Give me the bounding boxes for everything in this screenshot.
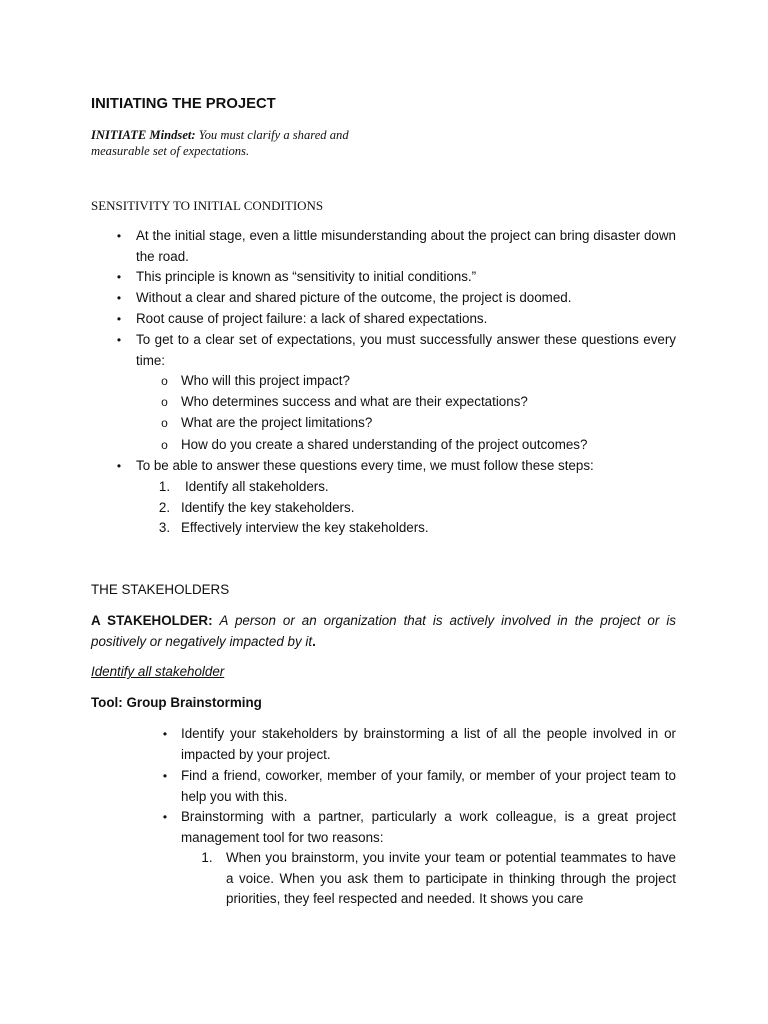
- subheading-identify-stakeholders: Identify all stakeholder: [91, 664, 225, 679]
- step-number: 2.: [158, 500, 171, 515]
- list-item: To be able to answer these questions every time, we must follow these steps:: [136, 458, 594, 473]
- bullet-marker: •: [162, 810, 168, 824]
- list-item: Find a friend, coworker, member of your family, or member of your project team to help you with this.: [181, 768, 676, 804]
- section-heading-stakeholders: THE STAKEHOLDERS: [91, 582, 230, 597]
- bullet-marker: •: [116, 459, 122, 473]
- sub-bullet-marker: o: [161, 395, 168, 409]
- stakeholder-definition: [91, 611, 676, 652]
- sub-list-item: What are the project limitations?: [181, 415, 373, 430]
- tool-heading: Tool: Group Brainstorming: [91, 695, 262, 710]
- list-item: This principle is known as “sensitivity to initial conditions.”: [136, 269, 477, 284]
- step-number: 1.: [158, 479, 171, 494]
- sub-bullet-marker: o: [161, 416, 168, 430]
- step-item: Identify the key stakeholders.: [181, 500, 355, 515]
- reason-item: When you brainstorm, you invite your team or potential teammates to have a voice. When you ask them to participate in thinking through the project priorities, they feel respected and needed. It shows you care: [226, 850, 676, 906]
- sub-list-item: Who determines success and what are their expectations?: [181, 394, 528, 409]
- list-item: At the initial stage, even a little misunderstanding about the project can bring disaster down the road.: [136, 228, 676, 264]
- list-item: Without a clear and shared picture of the outcome, the project is doomed.: [136, 290, 572, 305]
- bullet-marker: •: [116, 291, 122, 305]
- list-item: To get to a clear set of expectations, you must successfully answer these questions every time:: [136, 332, 676, 368]
- definition-period: .: [312, 633, 316, 649]
- bullet-marker: •: [116, 312, 122, 326]
- sub-bullet-marker: o: [161, 438, 168, 452]
- bullet-marker: •: [162, 769, 168, 783]
- bullet-marker: •: [116, 229, 122, 243]
- step-number: 3.: [158, 520, 171, 535]
- step-item: Effectively interview the key stakeholders.: [181, 520, 429, 535]
- reason-number: 1.: [201, 850, 213, 865]
- page-title: INITIATING THE PROJECT: [91, 96, 276, 112]
- definition-label: A STAKEHOLDER:: [91, 613, 213, 628]
- mindset-label: INITIATE Mindset:: [91, 128, 196, 142]
- sub-bullet-marker: o: [161, 374, 168, 388]
- mindset-statement: [91, 127, 391, 159]
- definition-text: A person or an organization that is actively involved in the project or is positively or negatively impacted by it: [91, 613, 676, 649]
- bullet-marker: •: [116, 333, 122, 347]
- section-heading-sensitivity: SENSITIVITY TO INITIAL CONDITIONS: [91, 198, 324, 213]
- sub-list-item: Who will this project impact?: [181, 373, 350, 388]
- bullet-marker: •: [162, 727, 168, 741]
- list-item: Root cause of project failure: a lack of shared expectations.: [136, 311, 488, 326]
- list-item: Identify your stakeholders by brainstorming a list of all the people involved in or impacted by your project.: [181, 726, 676, 762]
- mindset-text: You must clarify a shared and measurable set of expectations.: [91, 128, 349, 158]
- sub-list-item: How do you create a shared understanding of the project outcomes?: [181, 437, 588, 452]
- step-item: Identify all stakeholders.: [185, 479, 329, 494]
- bullet-marker: •: [116, 270, 122, 284]
- list-item: Brainstorming with a partner, particularly a work colleague, is a great project management tool for two reasons:: [181, 809, 676, 845]
